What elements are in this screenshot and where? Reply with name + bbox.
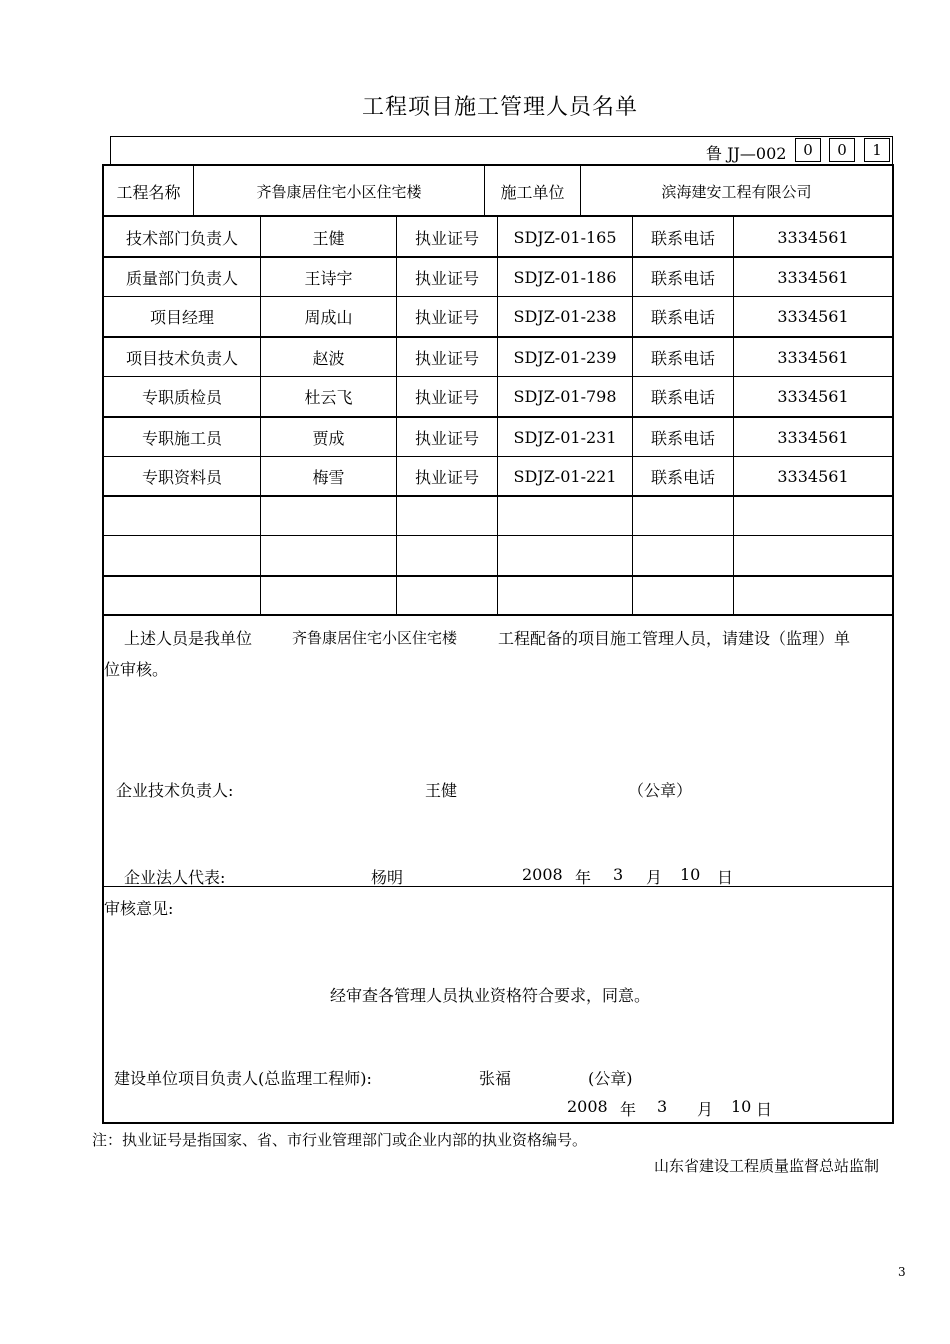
review-day-unit: 日 [756,1100,773,1119]
cert-label: 执业证号 [414,467,479,487]
divider [102,575,894,577]
review-opinion: 经审查各管理人员执业资格符合要求，同意。 [330,986,651,1005]
phone-label: 联系电话 [650,428,715,448]
phone-number: 3334561 [777,347,849,367]
project-name-label: 工程名称 [116,182,181,202]
cert-number: SDJZ-01-221 [513,466,617,486]
declaration-day-unit: 日 [717,868,734,887]
staff-role: 专职资料员 [141,467,222,487]
declaration-month: 3 [613,865,624,884]
construction-unit-value: 滨海建安工程有限公司 [661,182,812,201]
form-code-digit-1: 0 [795,138,821,162]
cert-label: 执业证号 [414,348,479,368]
declaration-text-before: 上述人员是我单位 [124,629,253,648]
page-title: 工程项目施工管理人员名单 [361,95,638,120]
phone-label: 联系电话 [650,388,715,407]
staff-role: 质量部门负责人 [125,268,238,288]
staff-role: 专职质检员 [141,388,222,407]
legal-rep-label: 企业法人代表: [124,868,226,887]
cert-number: SDJZ-01-231 [513,427,617,447]
page-number: 3 [898,1265,906,1279]
staff-name: 王诗宇 [304,268,353,288]
cert-label: 执业证号 [414,308,479,327]
company-seal-label: （公章） [628,781,693,800]
review-year-unit: 年 [620,1100,637,1119]
cert-number: SDJZ-01-165 [513,227,617,247]
phone-label: 联系电话 [650,308,715,327]
cert-label: 执业证号 [414,388,479,407]
issuer-note: 山东省建设工程质量监督总站监制 [654,1157,880,1175]
construction-unit-label: 施工单位 [500,182,565,202]
cert-label: 执业证号 [414,268,479,288]
divider [102,535,894,536]
staff-role: 专职施工员 [141,428,222,448]
staff-name: 赵波 [312,348,345,368]
divider [102,215,894,217]
owner-label: 建设单位项目负责人(总监理工程师): [114,1069,372,1088]
phone-number: 3334561 [777,227,849,247]
phone-number: 3334561 [777,427,849,447]
phone-label: 联系电话 [650,348,715,368]
tech-head-name: 王健 [425,781,458,800]
review-day: 10 [731,1097,752,1116]
phone-number: 3334561 [777,307,849,326]
owner-name: 张福 [479,1069,512,1088]
staff-role: 项目经理 [149,308,214,327]
phone-number: 3334561 [777,387,849,406]
declaration-project-name: 齐鲁康居住宅小区住宅楼 [292,629,458,647]
project-name-value: 齐鲁康居住宅小区住宅楼 [256,182,422,201]
divider [102,614,894,616]
declaration-text-after: 工程配备的项目施工管理人员，请建设（监理）单 [498,629,851,648]
declaration-year-unit: 年 [575,868,592,887]
phone-label: 联系电话 [650,467,715,487]
staff-name: 梅雪 [312,467,345,487]
footnote: 注：执业证号是指国家、省、市行业管理部门或企业内部的执业资格编号。 [92,1131,588,1149]
staff-name: 贾成 [312,428,345,448]
staff-name: 杜云飞 [304,388,353,407]
staff-name: 周成山 [304,308,353,327]
cert-number: SDJZ-01-239 [513,347,617,367]
review-month: 3 [657,1097,668,1116]
staff-role: 项目技术负责人 [125,348,238,368]
cert-number: SDJZ-01-238 [513,307,617,326]
declaration-day: 10 [680,865,701,884]
form-code-digit-3: 1 [864,138,890,162]
cert-label: 执业证号 [414,428,479,448]
phone-number: 3334561 [777,466,849,486]
cert-number: SDJZ-01-798 [513,387,617,406]
phone-label: 联系电话 [650,268,715,288]
tech-head-label: 企业技术负责人: [116,781,234,800]
cert-number: SDJZ-01-186 [513,267,617,287]
review-label: 审核意见: [104,899,174,918]
declaration-year: 2008 [522,865,563,884]
phone-label: 联系电话 [650,228,715,248]
declaration-month-unit: 月 [646,868,663,887]
divider [102,495,894,497]
form-code-digit-2: 0 [829,138,855,162]
cert-label: 执业证号 [414,228,479,248]
form-code-prefix: 鲁 JJ—002 [706,144,787,163]
staff-name: 王健 [312,228,345,248]
declaration-text-wrap: 位审核。 [104,660,169,679]
review-month-unit: 月 [697,1100,714,1119]
review-year: 2008 [567,1097,608,1116]
phone-number: 3334561 [777,267,849,287]
legal-rep-name: 杨明 [371,868,404,887]
divider [102,886,894,887]
staff-role: 技术部门负责人 [125,228,238,248]
owner-seal-label: (公章) [588,1069,633,1088]
